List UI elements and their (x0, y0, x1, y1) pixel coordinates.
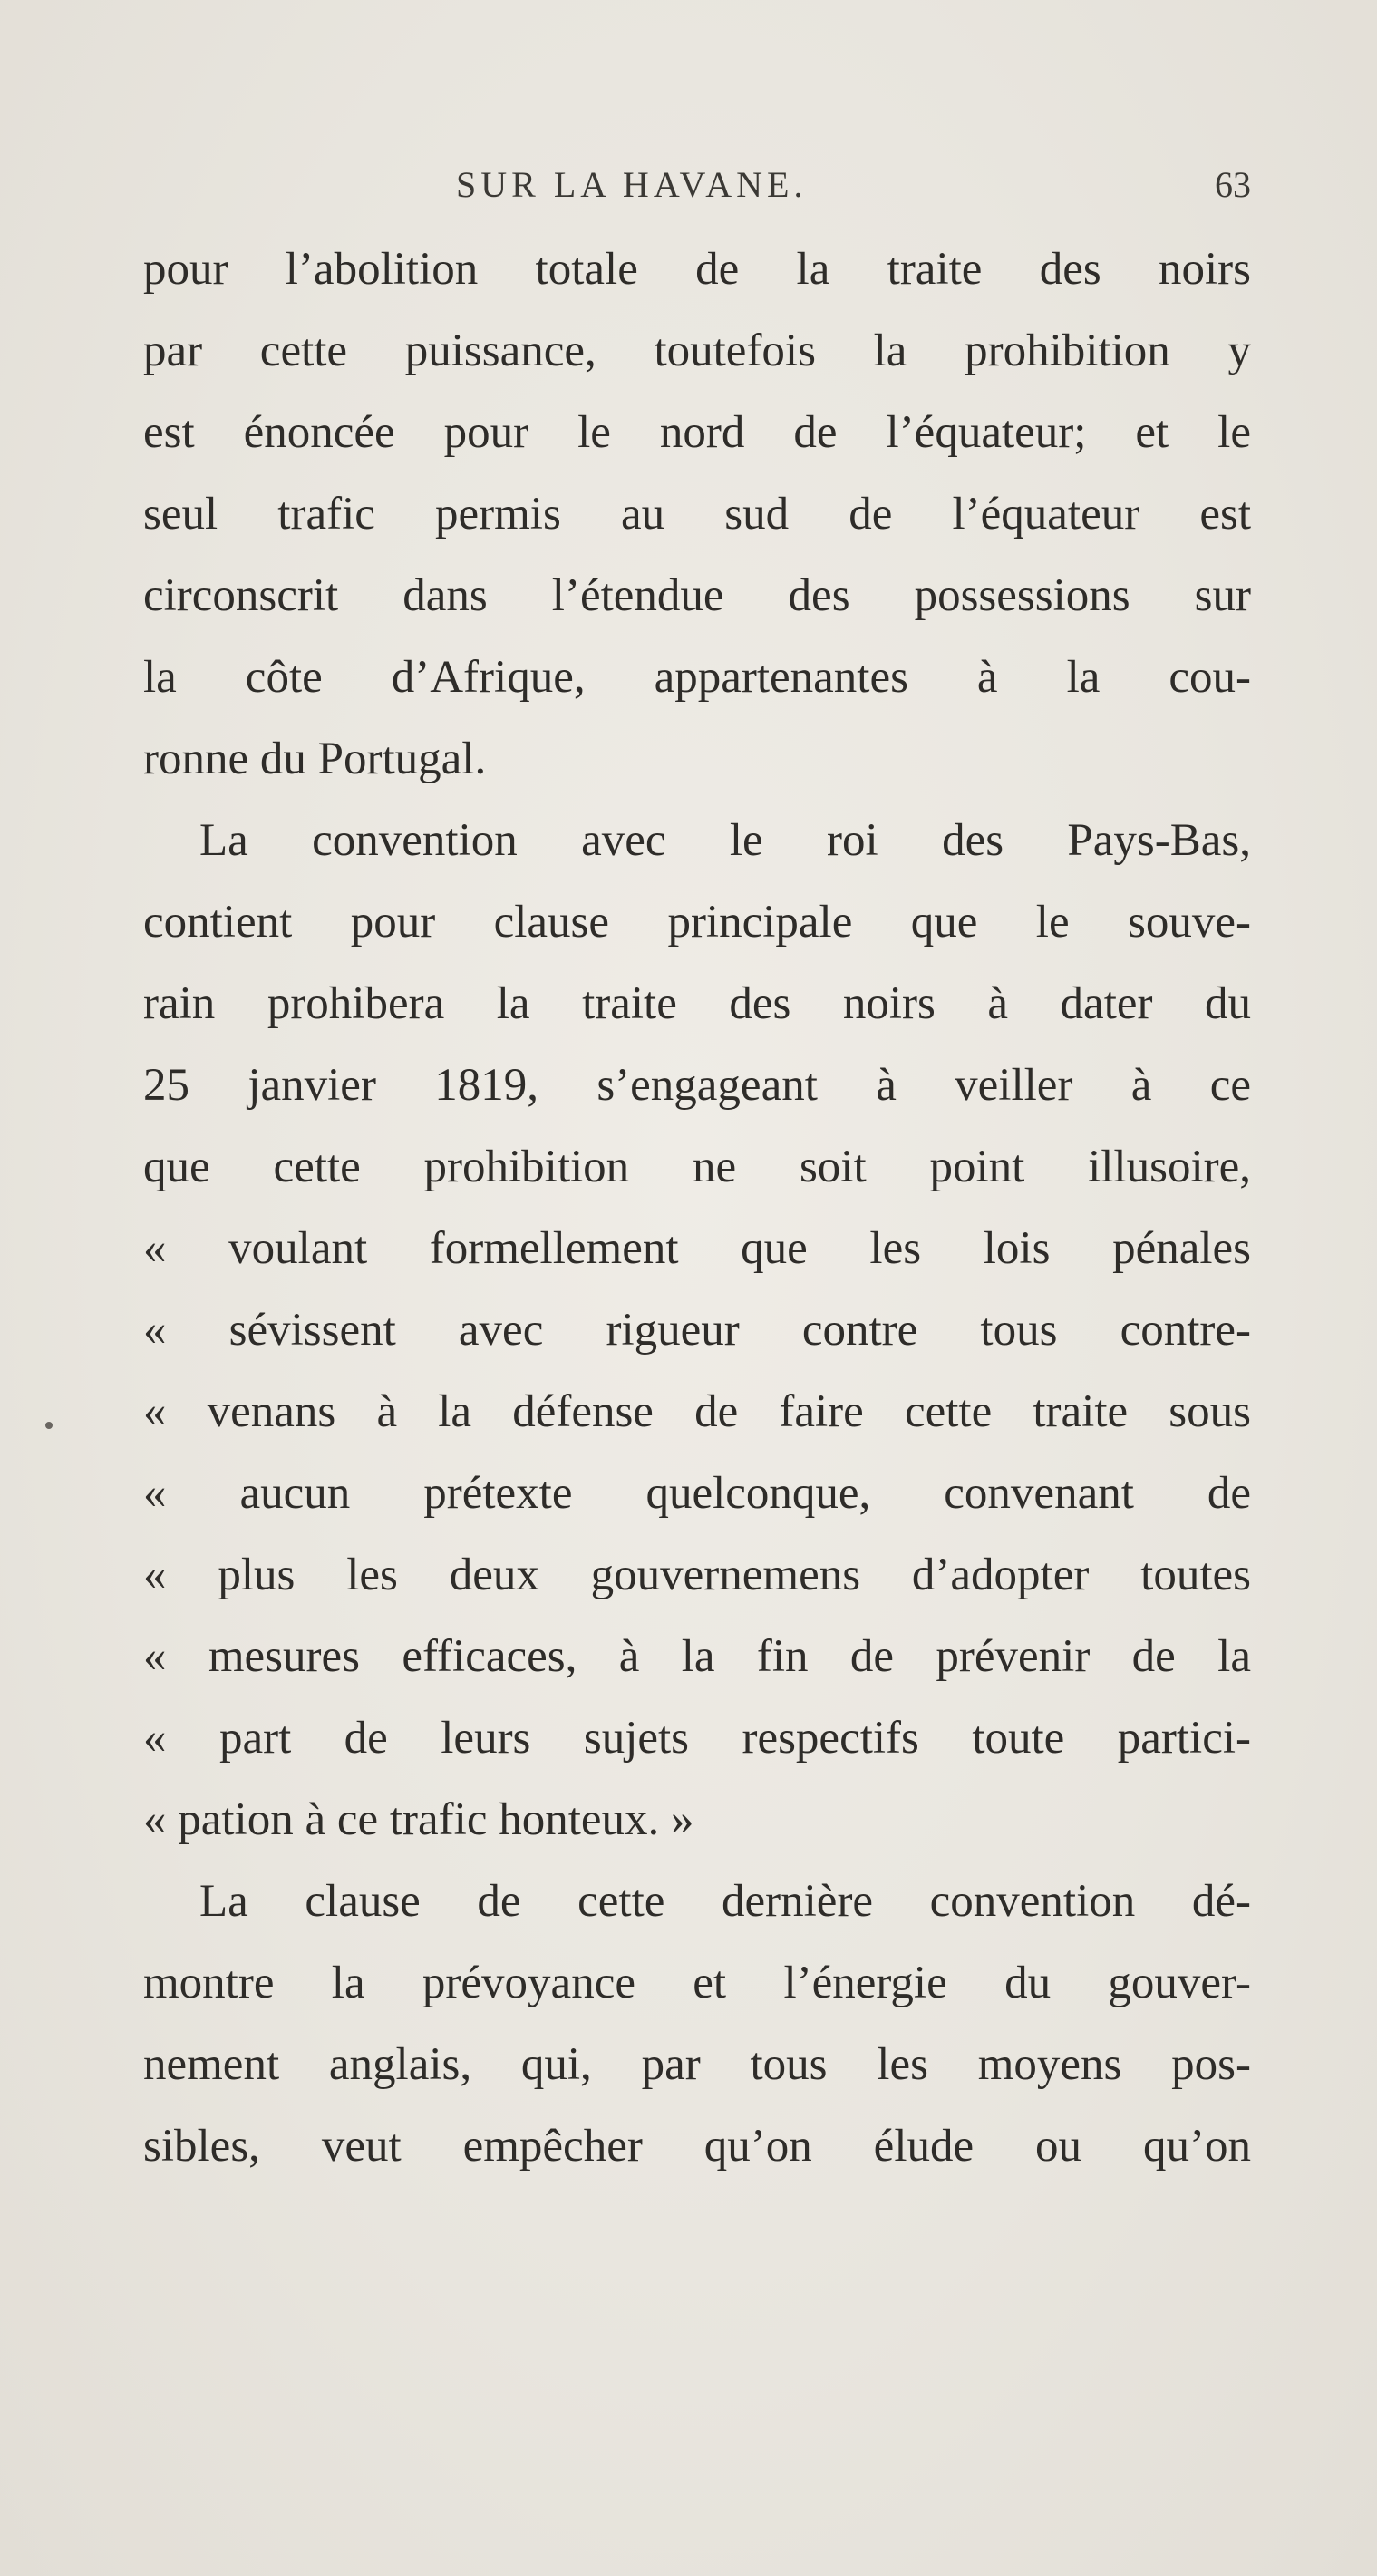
text-line: « part de leurs sujets respectifs toute partici- (143, 1713, 1251, 1764)
text-line: « voulant formellement que les lois pénales (143, 1223, 1251, 1274)
text-line: « venans à la défense de faire cette traite sous (143, 1386, 1251, 1437)
text-line: ronne du Portugal. (143, 734, 487, 784)
text-line: montre la prévoyance et l’énergie du gouver- (143, 1958, 1251, 2008)
text-line: que cette prohibition ne soit point illusoire, (143, 1142, 1251, 1192)
text-line: La clause de cette dernière convention dé- (199, 1876, 1251, 1927)
page-number: 63 (1215, 164, 1251, 205)
text-line: pour l’abolition totale de la traite des noirs (143, 244, 1251, 295)
text-line: « plus les deux gouvernemens d’adopter toutes (143, 1550, 1251, 1600)
text-line: contient pour clause principale que le souve- (143, 897, 1251, 948)
body-text (143, 228, 1251, 2187)
text-line: sibles, veut empêcher qu’on élude ou qu’on (143, 2121, 1251, 2172)
running-title: SUR LA HAVANE. (456, 164, 808, 205)
text-line: est énoncée pour le nord de l’équateur; et le (143, 407, 1251, 458)
ink-speck (45, 1422, 53, 1429)
text-line: La convention avec le roi des Pays-Bas, (199, 815, 1251, 866)
text-line: « sévissent avec rigueur contre tous contre- (143, 1305, 1251, 1356)
text-line: « pation à ce trafic honteux. » (143, 1794, 694, 1845)
text-line: nement anglais, qui, par tous les moyens pos- (143, 2039, 1251, 2090)
text-line: la côte d’Afrique, appartenantes à la cou- (143, 652, 1251, 703)
text-line: 25 janvier 1819, s’engageant à veiller à ce (143, 1060, 1251, 1111)
text-line: « mesures efficaces, à la fin de prévenir de la (143, 1631, 1251, 1682)
page-header (143, 163, 1251, 218)
text-line: circonscrit dans l’étendue des possessions sur (143, 570, 1251, 621)
text-line: seul trafic permis au sud de l’équateur est (143, 489, 1251, 540)
text-line: « aucun prétexte quelconque, convenant de (143, 1468, 1251, 1519)
text-line: par cette puissance, toutefois la prohibition y (143, 326, 1251, 376)
text-line: rain prohibera la traite des noirs à dater du (143, 978, 1251, 1029)
